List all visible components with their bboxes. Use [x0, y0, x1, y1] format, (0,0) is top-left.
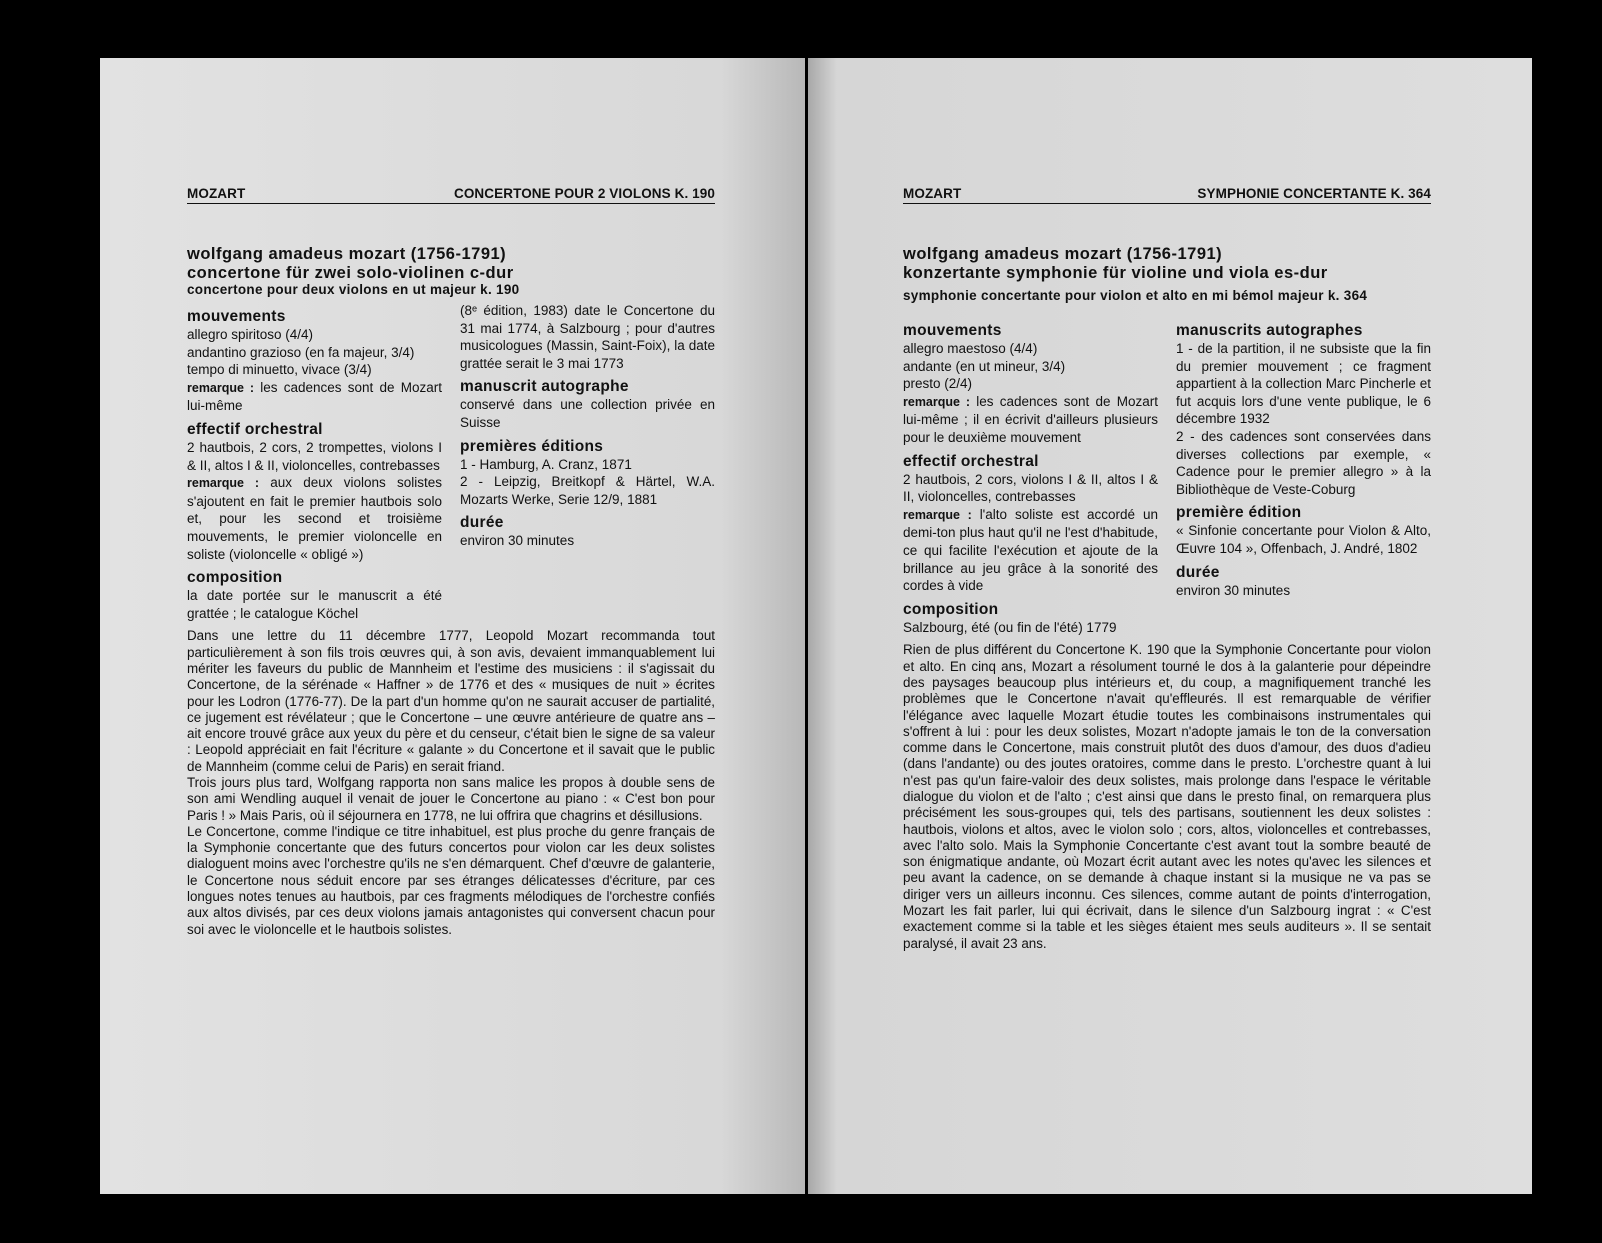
edition-item: 1 - Hamburg, A. Cranz, 1871 [460, 456, 632, 472]
manuscrit-item: 2 - des cadences sont conservées dans diverses collections par exemple, « Cadence pour le premier allegro » à la Bibliothèque de Veste-Coburg [1176, 428, 1431, 497]
movement-item: allegro spiritoso (4/4) [187, 327, 314, 342]
effectif-heading: effectif orchestral [187, 420, 323, 438]
right-page [808, 58, 1532, 1194]
manuscrit-item: 1 - de la partition, il ne subsiste que la fin du premier mouvement ; ce fragment appartient à la collection Marc Pincherle et fut acquis lors d'une vente publique, le 6 décembre 1932 [1176, 341, 1431, 427]
edition-heading: première édition [1176, 504, 1302, 522]
header-composer: MOZART [903, 186, 962, 201]
essay-paragraph: Rien de plus différent du Concertone K. 190 que la Symphonie Concertante pour violon et alto. En cinq ans, Mozart a résolument tourné le dos à la galanterie pour dépeindre des paysages beaucoup plus intérieurs et, du coup, a magnifiquement tranché les problèmes que le Concertone n'avait qu'effleurés. Il est remarquable de vérifier l'élégance avec laquelle Mozart étudie toutes les combinaisons instrumentales qui s'offrent à lui : pour les deux solistes, Mozart n'adopte jamais le ton de la conversation comme dans le Concertone, mais construit plutôt des duos d'amour, des duos d'adieu (dans l'andante) ou des joutes oratoires, comme dans le presto. L'orchestre quant à lui n'est pas qu'un faire-valoir des deux solistes, mais prolonge dans l'espace le véritable dialogue du violon et de l'alto ; c'est ainsi que dans le presto final, on remarquera plus précisément les sous-groupes qui, tels des partisans, soutiennent les deux solistes : hautbois, violons et altos, avec le violon solo ; cors, altos, violoncelles et contrebasses, avec l'alto solo. Mais la Symphonie Concertante c'est avant tout la sombre beauté de son énigmatique andante, où Mozart écrit autant avec les notes qu'avec les silences et peu avant la cadence, on se demande à chaque instant si la musique ne va pas se diriger vers un ailleurs inconnu. Ces silences, comme autant de points d'interrogation, Mozart les fait parler, lui qui écrivait, dans le silence d'un Salzbourg ingrat : « C'est exactement comme si la table et les sièges étaient mes seuls auditeurs ». Il se sentait paralysé, il avait 23 ans. [903, 642, 1431, 951]
remarque-text: aux deux violons solistes s'ajoutent en fait le premier hautbois solo et, pour les second et troisième mouvements, le premier violoncelle en soliste (violoncelle « obligé ») [187, 475, 442, 562]
remarque-effectif [903, 506, 1158, 595]
movement-item: andante (en ut mineur, 3/4) [903, 358, 1066, 374]
movement-item: tempo di minuetto, vivace (3/4) [187, 362, 372, 378]
remarque-label: remarque : [187, 380, 255, 395]
info-columns [187, 302, 715, 622]
composition-text: Salzbourg, été (ou fin de l'été) 1779 [903, 619, 1117, 635]
remarque-text: les cadences sont de Mozart lui-même [187, 379, 442, 414]
essay-paragraph: Le Concertone, comme l'indique ce titre inhabituel, est plus proche du genre français de la Symphonie concertante que des futurs concertos pour violon car les deux solistes dialoguent moins avec l'orchestre qu'ils ne s'en démarquent. Chef d'œuvre de galanterie, le Concertone nous séduit encore par ses étranges délicatesses d'écriture, par ces longues notes tenues au hautbois, par ces fragments mélodiques de l'orchestre confiés aux altos divisés, par ces deux violons jamais antagonistes qui conversent chacun pour soi avec le violoncelle et le hautbois solistes. [187, 823, 715, 937]
left-page [100, 58, 805, 1194]
composer-title: wolfgang amadeus mozart (1756-1791) [187, 245, 507, 263]
header-composer: MOZART [187, 186, 246, 201]
duree-heading: durée [460, 514, 504, 532]
duree-text: environ 30 minutes [460, 533, 575, 549]
work-title-german: konzertante symphonie für violine und viola es-dur [903, 264, 1328, 282]
movement-item: allegro maestoso (4/4) [903, 341, 1038, 356]
composition-heading: composition [903, 600, 999, 618]
info-column-right [1176, 316, 1431, 636]
info-column-right [460, 302, 715, 622]
manuscrit-text: conservé dans une collection privée en Suisse [460, 397, 715, 430]
edition-item: 2 - Leipzig, Breitkopf & Härtel, W.A. Mozarts Werke, Serie 12/9, 1881 [460, 474, 715, 507]
effectif-heading: effectif orchestral [903, 452, 1039, 470]
duree-text: environ 30 minutes [1176, 582, 1291, 598]
composer-title: wolfgang amadeus mozart (1756-1791) [903, 245, 1223, 263]
right-page-content [903, 186, 1431, 952]
edition-text: « Sinfonie concertante pour Violon & Alto, Œuvre 104 », Offenbach, J. André, 1802 [1176, 523, 1431, 556]
running-header [187, 186, 715, 204]
header-work: SYMPHONIE CONCERTANTE K. 364 [1197, 186, 1431, 201]
mouvements-heading: mouvements [903, 322, 1002, 339]
remarque-label: remarque : [903, 394, 971, 409]
remarque-label: remarque : [187, 476, 260, 491]
remarque-text: l'alto soliste est accordé un demi-ton plus haut qu'il ne l'est d'habitude, ce qui facilite l'exécution et ajoute de la brillance au jeu grâce à la sonorité des cordes à vide [903, 506, 1158, 594]
remarque-mouvements [187, 379, 442, 415]
effectif-text: 2 hautbois, 2 cors, violons I & II, altos I & II, violoncelles, contrebasses [903, 471, 1158, 505]
composition-heading: composition [187, 569, 283, 587]
info-column-left [903, 316, 1158, 636]
work-title-french: symphonie concertante pour violon et alto en mi bémol majeur k. 364 [903, 288, 1368, 303]
effectif-text: 2 hautbois, 2 cors, 2 trompettes, violons I & II, altos I & II, violoncelles, contrebasses [187, 439, 442, 473]
manuscrit-heading: manuscrit autographe [460, 378, 629, 396]
essay-paragraph: Trois jours plus tard, Wolfgang rapporta non sans malice les propos à double sens de son ami Wendling auquel il venait de jouer le Concertone au piano : « C'est bon pour Paris ! » Mais Paris, où il séjournera en 1778, ne lui offrira que chagrins et désillusions. [187, 774, 715, 823]
mouvements-heading: mouvements [187, 308, 286, 325]
info-column-left [187, 302, 442, 622]
manuscrits-heading: manuscrits autographes [1176, 322, 1363, 339]
essay-text [903, 642, 1431, 952]
info-columns [903, 316, 1431, 636]
editions-heading: premières éditions [460, 437, 604, 455]
remarque-text: les cadences sont de Mozart lui-même ; il en écrivit d'ailleurs plusieurs pour le deuxième mouvement [903, 393, 1158, 445]
movement-item: presto (2/4) [903, 376, 973, 392]
remarque-label: remarque : [903, 507, 972, 522]
work-title-german: concertone für zwei solo-violinen c-dur [187, 264, 514, 282]
duree-heading: durée [1176, 563, 1220, 581]
remarque-mouvements [903, 393, 1158, 447]
composition-text: la date portée sur le manuscrit a été grattée ; le catalogue Köchel [187, 588, 442, 621]
composition-text-continued: (8ᵉ édition, 1983) date le Concertone du 31 mai 1774, à Salzbourg ; pour d'autres musicologues (Massin, Saint-Foix), la date grattée serait le 3 mai 1773 [460, 303, 715, 371]
remarque-effectif [187, 474, 442, 563]
movement-item: andantino grazioso (en fa majeur, 3/4) [187, 344, 415, 360]
essay-text [187, 628, 715, 938]
work-title-french: concertone pour deux violons en ut majeur k. 190 [187, 282, 520, 297]
running-header [903, 186, 1431, 204]
essay-paragraph: Dans une lettre du 11 décembre 1777, Leopold Mozart recommanda tout particulièrement à son fils trois œuvres qui, à son avis, devaient immanquablement lui mériter les faveurs du public de Mannheim et l'estime des musiciens : il s'agissait du Concertone, de la sérénade « Haffner » de 1776 et des « musiques de nuit » écrites pour les Lodron (1776-77). De la part d'un homme qu'on ne saurait accuser de partialité, ce jugement est révélateur ; que le Concertone – une œuvre antérieure de quatre ans – ait encore trouvé grâce aux yeux du père et du censeur, c'était bien le signe de sa valeur : Leopold appréciait en fait l'écriture « galante » du Concertone et il savait que le public de Mannheim (comme celui de Paris) en serait friand. [187, 628, 715, 774]
header-work: CONCERTONE POUR 2 VIOLONS K. 190 [453, 186, 715, 201]
left-page-content [187, 186, 715, 938]
